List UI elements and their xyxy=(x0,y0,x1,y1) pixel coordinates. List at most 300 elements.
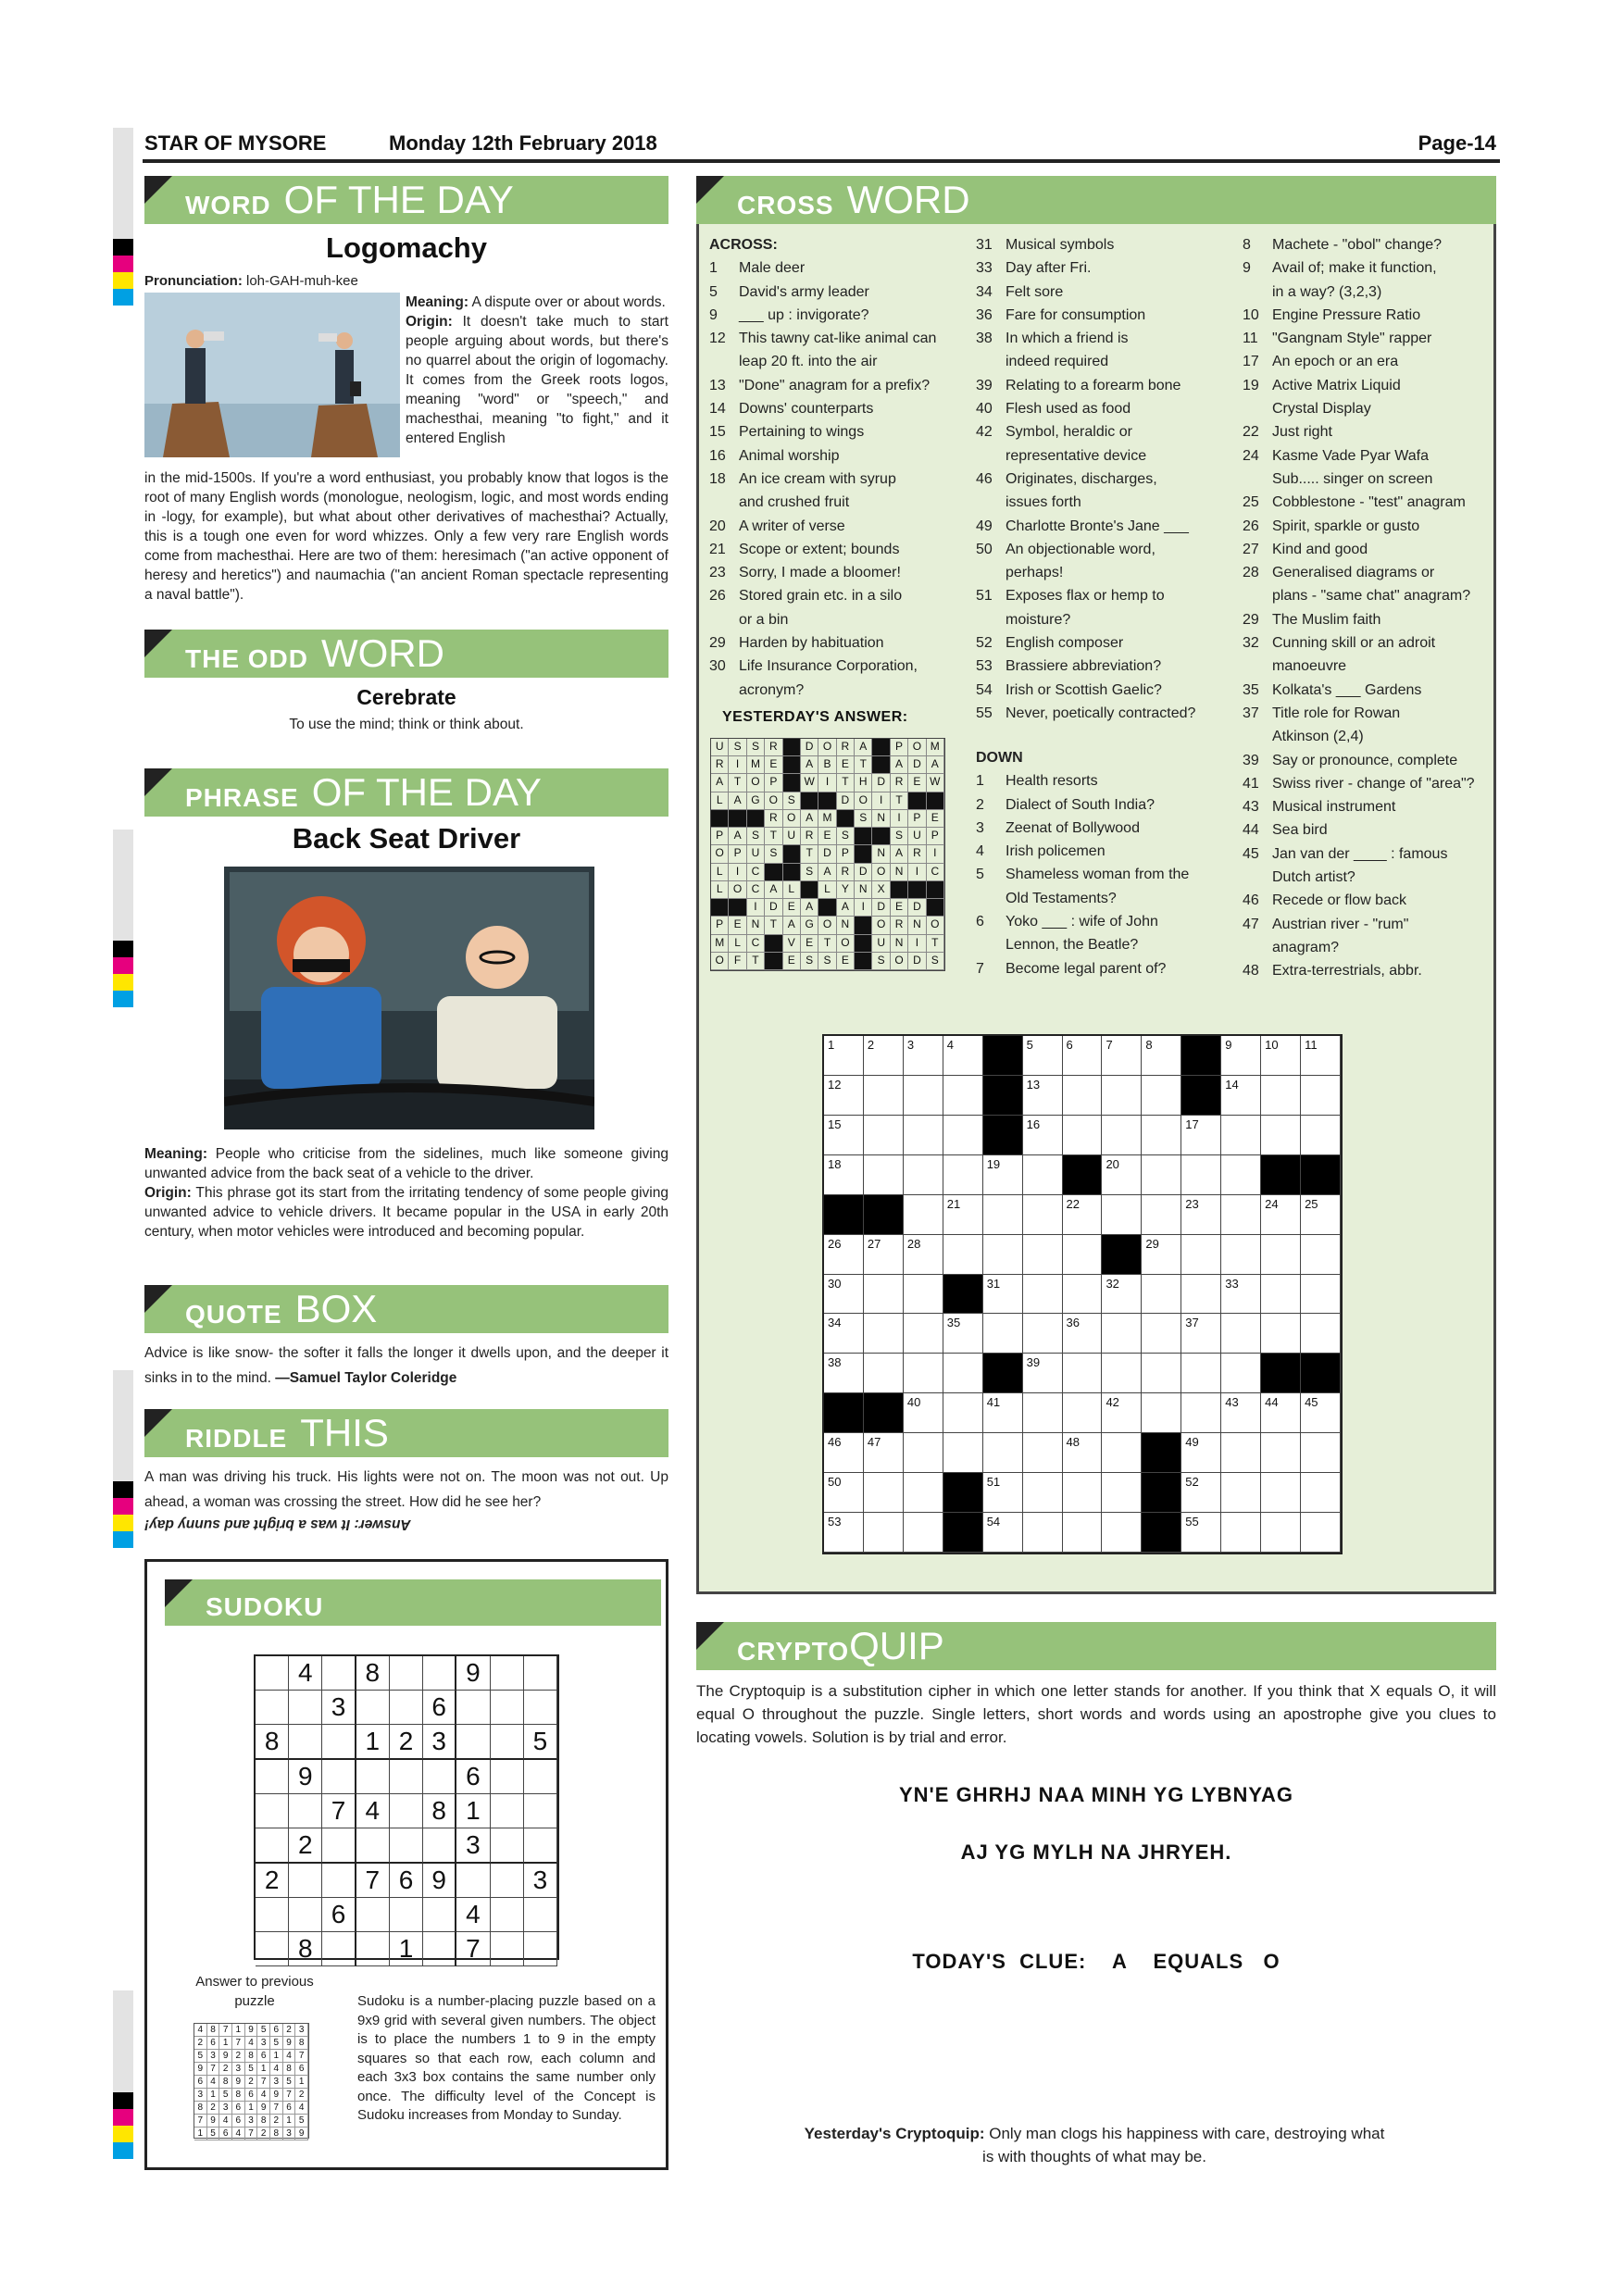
crossword-cell[interactable] xyxy=(904,1116,943,1155)
crossword-cell[interactable] xyxy=(904,1195,943,1235)
answer-black-cell xyxy=(818,792,836,810)
crossword-cell[interactable]: 5 xyxy=(1023,1036,1063,1076)
crossword-cell[interactable] xyxy=(1023,1235,1063,1275)
crossword-cell[interactable] xyxy=(1142,1195,1181,1235)
sudoku-empty-cell[interactable] xyxy=(491,1794,524,1828)
crossword-cell[interactable]: 43 xyxy=(1221,1393,1261,1433)
crossword-cell[interactable] xyxy=(1142,1393,1181,1433)
sudoku-empty-cell[interactable] xyxy=(491,1898,524,1932)
sudoku-empty-cell[interactable] xyxy=(491,1725,524,1760)
sudoku-empty-cell[interactable] xyxy=(356,1691,390,1725)
sudoku-given-cell: 7 xyxy=(456,1932,490,1966)
crossword-cell[interactable] xyxy=(1221,1116,1261,1155)
clue-row xyxy=(976,233,1235,256)
crossword-cell[interactable]: 35 xyxy=(943,1314,983,1354)
crossword-cell[interactable] xyxy=(1301,1235,1341,1275)
crossword-cell[interactable]: 20 xyxy=(1102,1155,1142,1195)
band-label-large: OF THE DAY xyxy=(283,178,514,221)
sudoku-empty-cell[interactable] xyxy=(256,1794,289,1828)
crossword-cell[interactable] xyxy=(1063,1393,1103,1433)
crossword-cell[interactable]: 39 xyxy=(1023,1354,1063,1393)
clue-row xyxy=(709,515,959,538)
crossword-cell[interactable] xyxy=(1102,1116,1142,1155)
sudoku-empty-cell[interactable] xyxy=(322,1656,356,1691)
crossword-cell[interactable]: 2 xyxy=(864,1036,904,1076)
cryptoquip-yesterday-text: Only man clogs his happiness with care, destroying what is with thoughts of what may be. xyxy=(982,2125,1385,2165)
sudoku-empty-cell[interactable] xyxy=(491,1760,524,1794)
crossword-black-cell xyxy=(983,1116,1023,1155)
sudoku-empty-cell[interactable] xyxy=(524,1794,557,1828)
sudoku-empty-cell[interactable] xyxy=(524,1828,557,1864)
crossword-cell[interactable] xyxy=(1221,1433,1261,1473)
crossword-cell[interactable]: 41 xyxy=(983,1393,1023,1433)
sudoku-answer-cell: 3 xyxy=(207,2050,220,2063)
crossword-cell[interactable] xyxy=(1221,1235,1261,1275)
crossword-cell[interactable] xyxy=(943,1433,983,1473)
sudoku-answer-cell: 8 xyxy=(207,2024,220,2037)
clue-text: Spirit, sparkle or gusto xyxy=(1272,518,1420,534)
sudoku-empty-cell[interactable] xyxy=(456,1725,490,1760)
sudoku-empty-cell[interactable] xyxy=(423,1656,456,1691)
crossword-cell[interactable]: 19 xyxy=(983,1155,1023,1195)
answer-black-cell xyxy=(765,953,782,970)
answer-cell: T xyxy=(765,828,782,845)
answer-black-cell xyxy=(855,953,872,970)
sudoku-given-cell: 8 xyxy=(356,1656,390,1691)
sudoku-empty-cell[interactable] xyxy=(456,1691,490,1725)
crossword-black-cell xyxy=(864,1393,904,1433)
clue-text: Male deer xyxy=(739,260,806,277)
crossword-cell[interactable] xyxy=(904,1314,943,1354)
crossword-cell[interactable] xyxy=(1261,1314,1301,1354)
crossword-cell[interactable] xyxy=(864,1513,904,1553)
crossword-cell[interactable] xyxy=(864,1116,904,1155)
crossword-cell[interactable]: 25 xyxy=(1301,1195,1341,1235)
sudoku-empty-cell[interactable] xyxy=(491,1932,524,1966)
clue-number: 25 xyxy=(1243,494,1259,511)
clue-row xyxy=(976,887,1235,910)
crossword-black-cell xyxy=(1063,1155,1103,1195)
crossword-cell[interactable]: 21 xyxy=(943,1195,983,1235)
sudoku-empty-cell[interactable] xyxy=(289,1691,322,1725)
clue-number xyxy=(976,608,1006,631)
crossword-cell[interactable]: 48 xyxy=(1063,1433,1103,1473)
sudoku-empty-cell[interactable] xyxy=(390,1691,423,1725)
crossword-cell[interactable] xyxy=(1142,1076,1181,1116)
answer-cell: S xyxy=(855,810,872,828)
sudoku-empty-cell[interactable] xyxy=(423,1898,456,1932)
cryptoquip-clue: TODAY'S CLUE: A EQUALS O xyxy=(912,1950,1280,1973)
crossword-cell[interactable] xyxy=(1221,1354,1261,1393)
sudoku-answer-cell: 4 xyxy=(257,2089,270,2102)
crossword-cell[interactable] xyxy=(904,1433,943,1473)
sudoku-answer-cell: 6 xyxy=(295,2063,308,2076)
answer-cell: U xyxy=(747,845,765,863)
crossword-cell[interactable] xyxy=(983,1195,1023,1235)
clue-number: 19 xyxy=(1243,377,1259,393)
crossword-cell[interactable] xyxy=(1023,1195,1063,1235)
sudoku-empty-cell[interactable] xyxy=(322,1864,356,1898)
crossword-cell[interactable] xyxy=(1063,1076,1103,1116)
crossword-cell[interactable] xyxy=(1301,1275,1341,1315)
crossword-cell[interactable] xyxy=(1221,1155,1261,1195)
sudoku-empty-cell[interactable] xyxy=(256,1656,289,1691)
answer-black-cell xyxy=(765,864,782,881)
sudoku-answer-cell: 1 xyxy=(295,2076,308,2089)
crossword-cell[interactable] xyxy=(864,1314,904,1354)
crossword-cell[interactable] xyxy=(943,1354,983,1393)
crossword-cell[interactable] xyxy=(1181,1235,1221,1275)
crossword-cell[interactable] xyxy=(1221,1195,1261,1235)
crossword-cell[interactable]: 45 xyxy=(1301,1393,1341,1433)
sudoku-empty-cell[interactable] xyxy=(390,1828,423,1864)
clue-text: Charlotte Bronte's Jane ___ xyxy=(1006,518,1189,534)
crossword-cell[interactable]: 55 xyxy=(1181,1513,1221,1553)
across-heading: ACROSS: xyxy=(709,237,778,253)
crossword-cell[interactable]: 15 xyxy=(824,1116,864,1155)
answer-cell: P xyxy=(711,917,729,934)
crossword-cell[interactable]: 12 xyxy=(824,1076,864,1116)
sudoku-grid[interactable] xyxy=(254,1654,559,1963)
sudoku-empty-cell[interactable] xyxy=(491,1656,524,1691)
crossword-cell[interactable] xyxy=(1181,1155,1221,1195)
crossword-cell[interactable]: 32 xyxy=(1102,1275,1142,1315)
sudoku-empty-cell[interactable] xyxy=(456,1864,490,1898)
crossword-cell[interactable]: 51 xyxy=(983,1473,1023,1513)
crossword-cell[interactable]: 8 xyxy=(1142,1036,1181,1076)
clue-text: Symbol, heraldic or xyxy=(1006,424,1132,441)
band-label-large: THIS xyxy=(300,1411,389,1454)
crossword-cell[interactable] xyxy=(1261,1116,1301,1155)
clue-row xyxy=(976,608,1235,631)
crossword-cell[interactable] xyxy=(1023,1433,1063,1473)
sudoku-empty-cell[interactable] xyxy=(289,1898,322,1932)
answer-cell: S xyxy=(765,845,782,863)
sudoku-empty-cell[interactable] xyxy=(356,1898,390,1932)
clue-row xyxy=(709,468,959,491)
phrase-title: Back Seat Driver xyxy=(292,822,521,855)
clue-text: in a way? (3,2,3) xyxy=(1272,283,1382,300)
clue-text: "Gangnam Style" rapper xyxy=(1272,331,1432,347)
crossword-cell[interactable] xyxy=(1301,1314,1341,1354)
clue-number: 7 xyxy=(976,960,984,977)
crossword-cell[interactable]: 52 xyxy=(1181,1473,1221,1513)
answer-cell: O xyxy=(872,864,890,881)
crossword-cell[interactable] xyxy=(1301,1513,1341,1553)
crossword-cell[interactable] xyxy=(1181,1275,1221,1315)
crossword-cell[interactable] xyxy=(904,1076,943,1116)
crossword-cell[interactable]: 24 xyxy=(1261,1195,1301,1235)
yesterday-answer-grid xyxy=(710,738,945,971)
sudoku-empty-cell[interactable] xyxy=(423,1932,456,1966)
band-label-small: QUOTE xyxy=(185,1300,282,1329)
sudoku-empty-cell[interactable] xyxy=(356,1932,390,1966)
crossword-cell[interactable]: 33 xyxy=(1221,1275,1261,1315)
crossword-cell[interactable]: 10 xyxy=(1261,1036,1301,1076)
sudoku-empty-cell[interactable] xyxy=(322,1932,356,1966)
sudoku-answer-cell: 3 xyxy=(283,2128,296,2140)
odd-word-definition: To use the mind; think or think about. xyxy=(289,717,524,732)
clue-number: 14 xyxy=(709,401,726,418)
sudoku-empty-cell[interactable] xyxy=(322,1760,356,1794)
answer-cell: R xyxy=(837,739,855,756)
crossword-cell[interactable] xyxy=(1063,1354,1103,1393)
crossword-cell[interactable] xyxy=(1261,1513,1301,1553)
crossword-cell[interactable]: 23 xyxy=(1181,1195,1221,1235)
sudoku-empty-cell[interactable] xyxy=(256,1898,289,1932)
yesterday-answer-label: YESTERDAY'S ANSWER: xyxy=(722,709,908,725)
clue-row xyxy=(709,679,959,702)
crossword-cell[interactable] xyxy=(1221,1513,1261,1553)
sudoku-answer-cell: 8 xyxy=(295,2037,308,2050)
crossword-cell[interactable]: 1 xyxy=(824,1036,864,1076)
crossword-cell[interactable]: 40 xyxy=(904,1393,943,1433)
crossword-cell[interactable]: 54 xyxy=(983,1513,1023,1553)
crossword-cell[interactable] xyxy=(1063,1116,1103,1155)
sudoku-empty-cell[interactable] xyxy=(356,1760,390,1794)
band-corner xyxy=(165,1579,193,1607)
crossword-cell[interactable]: 4 xyxy=(943,1036,983,1076)
band-corner xyxy=(144,768,172,796)
crossword-cell[interactable] xyxy=(904,1275,943,1315)
crossword-cell[interactable] xyxy=(983,1433,1023,1473)
sudoku-empty-cell[interactable] xyxy=(390,1656,423,1691)
crossword-cell[interactable] xyxy=(1221,1314,1261,1354)
crossword-cell[interactable] xyxy=(1063,1275,1103,1315)
crossword-cell[interactable]: 30 xyxy=(824,1275,864,1315)
answer-cell: R xyxy=(908,845,926,863)
sudoku-empty-cell[interactable] xyxy=(390,1760,423,1794)
sudoku-empty-cell[interactable] xyxy=(390,1794,423,1828)
answer-cell: U xyxy=(783,828,801,845)
clue-row xyxy=(1243,515,1493,538)
sudoku-given-cell: 9 xyxy=(289,1760,322,1794)
crossword-cell[interactable]: 47 xyxy=(864,1433,904,1473)
crossword-cell[interactable] xyxy=(1301,1433,1341,1473)
crossword-cell[interactable] xyxy=(1102,1354,1142,1393)
crossword-cell[interactable]: 34 xyxy=(824,1314,864,1354)
crossword-cell[interactable] xyxy=(1102,1473,1142,1513)
crossword-cell[interactable]: 27 xyxy=(864,1235,904,1275)
sudoku-empty-cell[interactable] xyxy=(256,1828,289,1864)
clue-text: leap 20 ft. into the air xyxy=(739,354,878,370)
clue-number: 15 xyxy=(709,424,726,441)
band-label-small: PHRASE xyxy=(185,783,299,812)
clue-text: Dialect of South India? xyxy=(1006,796,1155,813)
crossword-cell[interactable]: 13 xyxy=(1023,1076,1063,1116)
clue-number: 45 xyxy=(1243,845,1259,862)
answer-black-cell xyxy=(711,810,729,828)
sudoku-given-cell: 4 xyxy=(289,1656,322,1691)
answer-cell: N xyxy=(872,845,890,863)
clue-text: In which a friend is xyxy=(1006,331,1129,347)
crossword-cell[interactable]: 44 xyxy=(1261,1393,1301,1433)
crossword-cell[interactable] xyxy=(1142,1275,1181,1315)
crossword-cell[interactable] xyxy=(864,1155,904,1195)
crossword-cell[interactable] xyxy=(1301,1116,1341,1155)
sudoku-empty-cell[interactable] xyxy=(524,1932,557,1966)
clue-text: Musical instrument xyxy=(1272,799,1396,816)
sudoku-empty-cell[interactable] xyxy=(322,1725,356,1760)
crossword-cell[interactable] xyxy=(1142,1354,1181,1393)
crossword-cell[interactable] xyxy=(943,1116,983,1155)
sudoku-empty-cell[interactable] xyxy=(289,1794,322,1828)
crossword-cell[interactable] xyxy=(1102,1195,1142,1235)
crossword-cell[interactable]: 50 xyxy=(824,1473,864,1513)
crossword-cell[interactable] xyxy=(1261,1275,1301,1315)
clue-row xyxy=(1243,608,1493,631)
crossword-cell[interactable] xyxy=(983,1235,1023,1275)
crossword-cell[interactable] xyxy=(1142,1116,1181,1155)
crossword-cell[interactable]: 49 xyxy=(1181,1433,1221,1473)
answer-cell: S xyxy=(801,953,818,970)
crossword-cell[interactable] xyxy=(943,1076,983,1116)
crossword-grid[interactable] xyxy=(822,1034,1343,1554)
crossword-cell[interactable] xyxy=(1063,1513,1103,1553)
sudoku-empty-cell[interactable] xyxy=(390,1898,423,1932)
crossword-cell[interactable] xyxy=(943,1235,983,1275)
crossword-cell[interactable] xyxy=(1181,1354,1221,1393)
clue-text: Health resorts xyxy=(1006,773,1098,790)
sudoku-answer-cell: 9 xyxy=(283,2037,296,2050)
phrase-origin-text: This phrase got its start from the irritating tendency of some people giving unwanted advice to vehicle drivers. It became popular in the USA in early 20th century, when motor vehicles were introduced and becoming popular. xyxy=(144,1185,668,1240)
sudoku-empty-cell[interactable] xyxy=(256,1760,289,1794)
crossword-cell[interactable]: 46 xyxy=(824,1433,864,1473)
sudoku-empty-cell[interactable] xyxy=(524,1656,557,1691)
crossword-cell[interactable]: 28 xyxy=(904,1235,943,1275)
crossword-cell[interactable] xyxy=(943,1393,983,1433)
crossword-cell[interactable] xyxy=(904,1513,943,1553)
crossword-cell[interactable] xyxy=(1102,1076,1142,1116)
crossword-cell[interactable] xyxy=(904,1354,943,1393)
crossword-cell[interactable] xyxy=(1102,1513,1142,1553)
crossword-cell[interactable] xyxy=(983,1314,1023,1354)
answer-cell: R xyxy=(837,864,855,881)
crossword-cell[interactable]: 7 xyxy=(1102,1036,1142,1076)
crossword-cell[interactable]: 3 xyxy=(904,1036,943,1076)
sudoku-empty-cell[interactable] xyxy=(289,1725,322,1760)
clue-number: 31 xyxy=(976,237,993,253)
sudoku-empty-cell[interactable] xyxy=(524,1898,557,1932)
crossword-cell[interactable] xyxy=(1102,1314,1142,1354)
sudoku-empty-cell[interactable] xyxy=(322,1828,356,1864)
sudoku-empty-cell[interactable] xyxy=(524,1760,557,1794)
sudoku-empty-cell[interactable] xyxy=(491,1864,524,1898)
sudoku-empty-cell[interactable] xyxy=(289,1864,322,1898)
phrase-meaning-label: Meaning: xyxy=(144,1146,208,1162)
crossword-cell[interactable] xyxy=(1063,1235,1103,1275)
crossword-cell[interactable] xyxy=(1023,1314,1063,1354)
answer-black-cell xyxy=(855,828,872,845)
crossword-cell[interactable] xyxy=(1261,1433,1301,1473)
crossword-cell[interactable] xyxy=(1102,1433,1142,1473)
crossword-black-cell xyxy=(1142,1473,1181,1513)
clue-text: Dutch artist? xyxy=(1272,869,1355,886)
sudoku-empty-cell[interactable] xyxy=(423,1828,456,1864)
crossword-cell[interactable] xyxy=(864,1076,904,1116)
crossword-cell[interactable]: 26 xyxy=(824,1235,864,1275)
clue-row xyxy=(709,304,959,327)
crossword-cell[interactable]: 42 xyxy=(1102,1393,1142,1433)
crossword-cell[interactable]: 29 xyxy=(1142,1235,1181,1275)
clue-row xyxy=(1243,842,1493,866)
crossword-cell[interactable]: 36 xyxy=(1063,1314,1103,1354)
crossword-cell[interactable]: 6 xyxy=(1063,1036,1103,1076)
crossword-cell[interactable] xyxy=(1261,1076,1301,1116)
crossword-cell[interactable] xyxy=(1221,1473,1261,1513)
clue-number: 54 xyxy=(976,681,993,698)
clue-row xyxy=(976,840,1235,863)
crossword-cell[interactable] xyxy=(1023,1473,1063,1513)
crossword-cell[interactable]: 38 xyxy=(824,1354,864,1393)
sudoku-answer-cell: 3 xyxy=(194,2089,207,2102)
crossword-cell[interactable] xyxy=(1301,1473,1341,1513)
crossword-cell[interactable] xyxy=(1261,1235,1301,1275)
crossword-cell[interactable] xyxy=(1063,1473,1103,1513)
clue-text: issues forth xyxy=(1006,494,1081,511)
crossword-cell[interactable]: 31 xyxy=(983,1275,1023,1315)
sudoku-empty-cell[interactable] xyxy=(491,1691,524,1725)
crossword-cell[interactable] xyxy=(1023,1155,1063,1195)
clue-text: Active Matrix Liquid xyxy=(1272,377,1401,393)
crossword-cell[interactable] xyxy=(1023,1513,1063,1553)
quote-body: Advice is like snow- the softer it falls the longer it dwells upon, and the deeper it sinks in to the mind. xyxy=(144,1345,668,1386)
crossword-cell[interactable] xyxy=(1261,1473,1301,1513)
crossword-cell[interactable] xyxy=(943,1155,983,1195)
crossword-cell[interactable]: 17 xyxy=(1181,1116,1221,1155)
crossword-cell[interactable] xyxy=(1181,1393,1221,1433)
crossword-cell[interactable] xyxy=(904,1155,943,1195)
sudoku-answer-cell: 8 xyxy=(270,2128,283,2140)
crossword-cell[interactable]: 53 xyxy=(824,1513,864,1553)
crossword-cell[interactable] xyxy=(1023,1275,1063,1315)
crossword-cell[interactable] xyxy=(904,1473,943,1513)
sudoku-empty-cell[interactable] xyxy=(524,1691,557,1725)
sudoku-empty-cell[interactable] xyxy=(356,1828,390,1864)
clue-number: 48 xyxy=(1243,963,1259,980)
clue-number: 55 xyxy=(976,705,993,721)
answer-black-cell xyxy=(801,792,818,810)
crossword-cell[interactable] xyxy=(1301,1076,1341,1116)
crossword-cell[interactable]: 16 xyxy=(1023,1116,1063,1155)
crossword-cell[interactable]: 9 xyxy=(1221,1036,1261,1076)
sudoku-empty-cell[interactable] xyxy=(491,1828,524,1864)
crossword-black-cell xyxy=(1142,1433,1181,1473)
clue-number: 33 xyxy=(976,260,993,277)
answer-cell: U xyxy=(908,828,926,845)
answer-cell: I xyxy=(908,864,926,881)
sudoku-empty-cell[interactable] xyxy=(256,1932,289,1966)
crossword-cell[interactable] xyxy=(864,1275,904,1315)
crossword-cell[interactable]: 14 xyxy=(1221,1076,1261,1116)
answer-cell: I xyxy=(927,845,944,863)
sudoku-answer-cell: 7 xyxy=(270,2102,283,2115)
crossword-cell[interactable]: 37 xyxy=(1181,1314,1221,1354)
crossword-cell[interactable]: 18 xyxy=(824,1155,864,1195)
sudoku-empty-cell[interactable] xyxy=(256,1691,289,1725)
crossword-cell[interactable] xyxy=(1142,1314,1181,1354)
crossword-cell[interactable] xyxy=(1142,1155,1181,1195)
clue-row xyxy=(709,327,959,350)
crossword-cell[interactable] xyxy=(864,1354,904,1393)
crossword-cell[interactable]: 11 xyxy=(1301,1036,1341,1076)
crossword-cell[interactable] xyxy=(864,1473,904,1513)
crossword-cell[interactable] xyxy=(1023,1393,1063,1433)
clue-number: 39 xyxy=(1243,752,1259,768)
answer-cell: I xyxy=(747,899,765,917)
crossword-cell[interactable]: 22 xyxy=(1063,1195,1103,1235)
sudoku-empty-cell[interactable] xyxy=(423,1760,456,1794)
